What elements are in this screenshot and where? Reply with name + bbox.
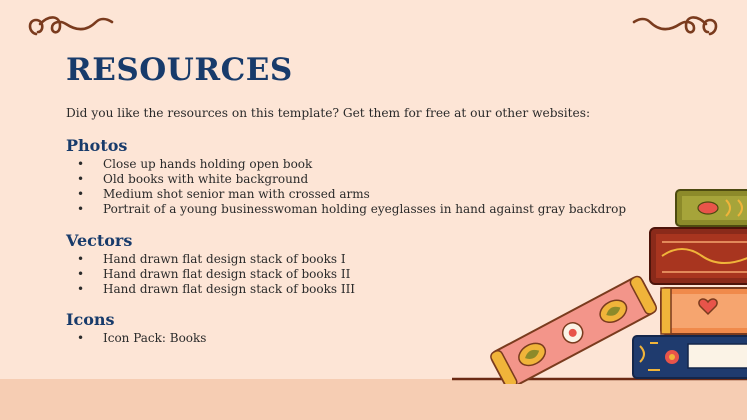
- swirl-ornament-icon: [632, 10, 720, 40]
- section-icons: [66, 310, 206, 346]
- section-vectors: [66, 231, 355, 297]
- book-navy-icon: [633, 336, 747, 378]
- section-heading-icons: Icons: [66, 310, 115, 329]
- book-red-icon: [650, 228, 747, 284]
- swirl-ornament-icon: [26, 10, 114, 40]
- vectors-list: [66, 252, 355, 297]
- list-item[interactable]: • Hand drawn flat design stack of books II: [66, 267, 355, 282]
- book-orange-icon: [661, 288, 747, 334]
- list-item[interactable]: • Close up hands holding open book: [66, 157, 626, 172]
- section-heading-vectors: Vectors: [66, 231, 133, 250]
- floor-band: [0, 379, 747, 420]
- list-item[interactable]: • Old books with white background: [66, 172, 626, 187]
- stack-of-books-illustration: [450, 180, 747, 384]
- icons-list: [66, 331, 206, 346]
- list-item[interactable]: • Hand drawn flat design stack of books III: [66, 282, 355, 297]
- list-item[interactable]: • Portrait of a young businesswoman holding eyeglasses in hand against gray backdrop: [66, 202, 626, 217]
- intro-text: Did you like the resources on this template? Get them for free at our other websites:: [66, 106, 591, 120]
- list-item[interactable]: • Medium shot senior man with crossed arms: [66, 187, 626, 202]
- list-item[interactable]: • Icon Pack: Books: [66, 331, 206, 346]
- section-heading-photos: Photos: [66, 136, 128, 155]
- list-item[interactable]: • Hand drawn flat design stack of books I: [66, 252, 355, 267]
- book-olive-icon: [676, 190, 747, 226]
- page-title: RESOURCES: [66, 52, 293, 88]
